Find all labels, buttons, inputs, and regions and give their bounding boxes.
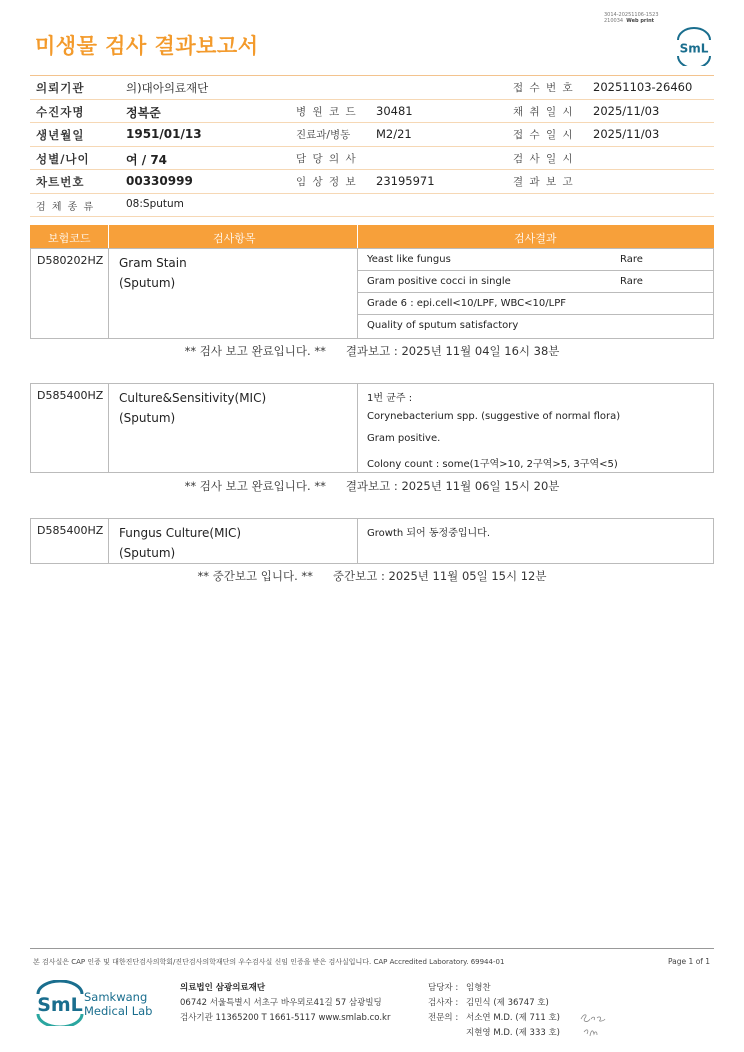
label-sex-age: 성별/나이 [36, 151, 90, 166]
print-meta [604, 12, 659, 24]
label-physician: 담 당 의 사 [296, 152, 358, 165]
test-specimen: (Sputum) [119, 276, 176, 290]
received-date: 2025/11/03 [593, 127, 660, 141]
report-time: 결과보고 : 2025년 11월 04일 16시 38분 [345, 344, 560, 358]
label-received-date: 접 수 일 시 [513, 129, 575, 141]
sml-logo-icon [672, 26, 716, 66]
label-chart-no: 차트번호 [36, 175, 85, 189]
header-insurance-code: 보험코드 [48, 232, 91, 245]
info-row [30, 194, 714, 218]
patient-info-table [30, 75, 714, 217]
result-list [358, 384, 714, 472]
staff-row [428, 996, 560, 1011]
label-hospital-code: 병 원 코 드 [296, 105, 358, 118]
test-code: D580202HZ [37, 254, 104, 267]
label-result-report: 결 과 보 고 [513, 176, 575, 188]
requesting-org: 의)대아의료재단 [126, 81, 209, 95]
result-text: Grade 6 : epi.cell<10/LPF, WBC<10/LPF [367, 298, 566, 309]
header-test-result: 검사결과 [514, 232, 557, 245]
report-time: 중간보고 : 2025년 11월 05일 15시 12분 [332, 569, 547, 583]
corp-name: 의료법인 삼광의료재단 [180, 983, 266, 993]
result-value: Rare [620, 276, 643, 287]
staff-row [428, 1011, 560, 1026]
samkwang-logo-icon [34, 980, 156, 1026]
label-specimen-type: 검 체 종 류 [36, 201, 95, 213]
result-list [358, 249, 714, 338]
info-row [30, 76, 714, 100]
result-line [358, 450, 714, 472]
label-requesting-org: 의뢰기관 [36, 81, 85, 95]
result-line [358, 384, 714, 406]
sml-logo-text: SmL [679, 41, 709, 56]
staff-name: 김민식 (제 36747 호) [466, 998, 549, 1008]
test-block-gram-stain [30, 248, 714, 339]
staff-name: 서소연 M.D. (제 711 호) [466, 1013, 561, 1023]
label-patient-name: 수진자명 [36, 104, 85, 119]
birth-date: 1951/01/13 [126, 127, 202, 141]
test-code: D585400HZ [37, 524, 104, 537]
result-text: 1번 균주 : [367, 393, 413, 404]
result-line [358, 519, 714, 541]
staff-name: 지현영 M.D. (제 333 호) [466, 1028, 561, 1038]
report-status-line [0, 568, 744, 584]
result-text: Gram positive cocci in single [367, 276, 511, 287]
page-title: 미생물 검사 결과보고서 [35, 34, 259, 58]
label-test-date: 검 사 일 시 [513, 152, 575, 165]
report-status-line [0, 343, 744, 359]
result-line [358, 406, 714, 428]
print-meta-code: 210034 [604, 18, 624, 24]
info-row [30, 170, 714, 194]
corp-info [180, 981, 390, 1026]
result-text: Colony count : some(1구역>10, 2구역>5, 3구역<5) [367, 459, 618, 470]
hospital-code: 30481 [376, 103, 413, 118]
sex-age: 여 / 74 [126, 152, 168, 167]
test-code: D585400HZ [37, 389, 104, 402]
staff-row [428, 981, 560, 996]
footer-divider [30, 948, 714, 949]
label-birth-date: 생년월일 [36, 128, 85, 142]
test-specimen: (Sputum) [119, 411, 176, 425]
staff-role: 검사자 : [428, 998, 459, 1008]
result-text: Growth 되어 동정중입니다. [367, 528, 491, 539]
accreditation-note: 본 검사실은 CAP 인증 및 대한진단검사의학회/진단검사의학재단의 우수검사실 신임 인증을 받은 검사실입니다. CAP Accredited Laboratory. 69944-01 [33, 958, 505, 966]
label-accession-no: 접 수 번 호 [513, 82, 575, 94]
result-line [358, 249, 714, 271]
staff-role: 담당자 : [428, 983, 459, 993]
corp-contact: 검사기관 11365200 T 1661-5117 www.smlab.co.kr [180, 1013, 391, 1023]
chart-no: 00330999 [126, 174, 193, 188]
staff-list [428, 981, 560, 1041]
clinical-info: 23195971 [376, 174, 435, 188]
report-time: 결과보고 : 2025년 11월 06일 15시 20분 [345, 479, 560, 493]
header-test-item: 검사항목 [213, 232, 256, 245]
collection-date: 2025/11/03 [593, 103, 660, 118]
test-specimen: (Sputum) [119, 546, 176, 560]
test-name: Fungus Culture(MIC) [119, 526, 242, 540]
result-line [358, 315, 714, 337]
web-print-label: Web print [626, 18, 655, 24]
result-line [358, 293, 714, 315]
result-line [358, 428, 714, 450]
page-number: Page 1 of 1 [668, 957, 711, 966]
footer-logo-name1: Samkwang [84, 990, 148, 1004]
label-clinical-info: 임 상 정 보 [296, 176, 358, 188]
report-status: ** 검사 보고 완료입니다. ** [184, 479, 326, 493]
result-list [358, 519, 714, 563]
print-meta-id: 3014-20251106-1523 [604, 12, 659, 18]
corp-address: 06742 서울특별시 서초구 바우뫼로41길 57 삼광빌딩 [180, 998, 382, 1008]
result-text: Yeast like fungus [367, 254, 451, 265]
result-text: Gram positive. [367, 433, 441, 444]
staff-row [428, 1026, 560, 1041]
patient-name: 정복준 [126, 105, 161, 120]
report-status: ** 중간보고 입니다. ** [197, 569, 313, 583]
footer-logo-text: SmL [37, 994, 83, 1016]
department: M2/21 [376, 127, 412, 141]
staff-name: 임형찬 [466, 983, 491, 993]
info-row [30, 147, 714, 171]
result-line [358, 271, 714, 293]
footer-logo-name2: Medical Lab [84, 1004, 153, 1018]
test-name: Gram Stain [119, 256, 187, 270]
report-status-line [0, 478, 744, 494]
staff-role: 전문의 : [428, 1013, 459, 1023]
results-header [30, 225, 714, 248]
result-text: Quality of sputum satisfactory [367, 320, 519, 331]
test-block-fungus-culture [30, 518, 714, 564]
result-value: Rare [620, 254, 643, 265]
report-status: ** 검사 보고 완료입니다. ** [184, 344, 326, 358]
label-department: 진료과/병동 [296, 129, 351, 141]
specimen-type: 08:Sputum [126, 197, 184, 210]
accession-no: 20251103-26460 [593, 80, 693, 94]
signature-icon [578, 1010, 608, 1040]
result-text: Corynebacterium spp. (suggestive of normal flora) [367, 411, 621, 422]
label-collection-date: 채 취 일 시 [513, 105, 575, 118]
test-block-culture-sensitivity [30, 383, 714, 473]
test-name: Culture&Sensitivity(MIC) [119, 391, 267, 405]
info-row [30, 100, 714, 124]
info-row [30, 123, 714, 147]
